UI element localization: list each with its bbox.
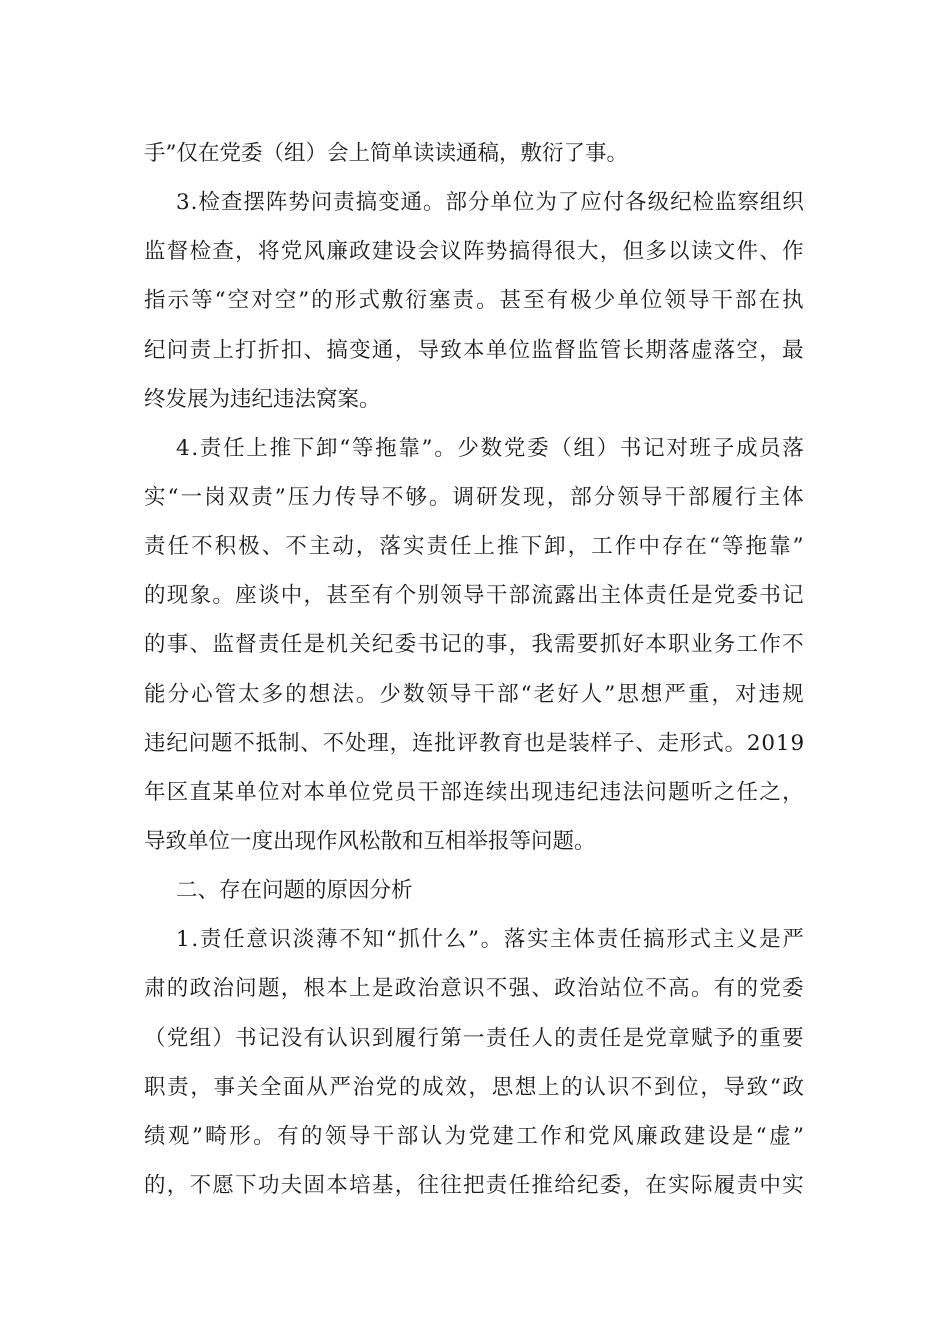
text-line: 绩观”畸形。有的领导干部认为党建工作和党风廉政建设是“虚” [144,1124,807,1149]
text-line: 1.责任意识淡薄不知“抓什么”。落实主体责任搞形式主义是严 [176,927,806,952]
text-line: 能分心管太多的想法。少数领导干部“老好人”思想严重，对违规 [144,682,806,707]
text-line: 责任不积极、不主动，落实责任上推下卸，工作中存在“等拖靠” [144,534,806,559]
text-line: 肃的政治问题，根本上是政治意识不强、政治站位不高。有的党委 [144,976,805,1001]
text-line: 的现象。座谈中，甚至有个别领导干部流露出主体责任是党委书记 [144,583,805,608]
text-line: 年区直某单位对本单位党员干部连续出现违纪违法问题听之任之， [144,780,805,805]
text-line: 的事、监督责任是机关纪委书记的事，我需要抓好本职业务工作不 [144,632,805,657]
text-line: 4.责任上推下卸“等拖靠”。少数党委（组）书记对班子成员落 [176,436,806,461]
text-line: 导致单位一度出现作风松散和互相举报等问题。 [144,829,596,854]
text-line: 纪问责上打折扣、搞变通，导致本单位监督监管长期落虚落空，最 [144,338,805,363]
text-line: 违纪问题不抵制、不处理，连批评教育也是装样子、走形式。2019 [144,731,805,756]
text-line: 监督检查，将党风廉政建设会议阵势搞得很大，但多以读文件、作 [144,239,805,264]
text-line: 手”仅在党委（组）会上简单读读通稿，敷衍了事。 [144,141,628,166]
text-line: 终发展为违纪违法窝案。 [144,387,381,412]
text-line: 3.检查摆阵势问责搞变通。部分单位为了应付各级纪检监察组织 [176,190,805,215]
text-line: 实“一岗双责”压力传导不够。调研发现，部分领导干部履行主体 [144,485,806,510]
text-line: （党组）书记没有认识到履行第一责任人的责任是党章赋予的重要 [144,1026,805,1051]
text-line: 指示等“空对空”的形式敷衍塞责。甚至有极少单位领导干部在执 [144,288,806,313]
text-line: 的，不愿下功夫固本培基，往往把责任推给纪委，在实际履责中实 [144,1173,805,1198]
text-line: 职责，事关全面从严治党的成效，思想上的认识不到位，导致“政 [144,1075,806,1100]
section-heading: 二、存在问题的原因分析 [176,878,413,903]
